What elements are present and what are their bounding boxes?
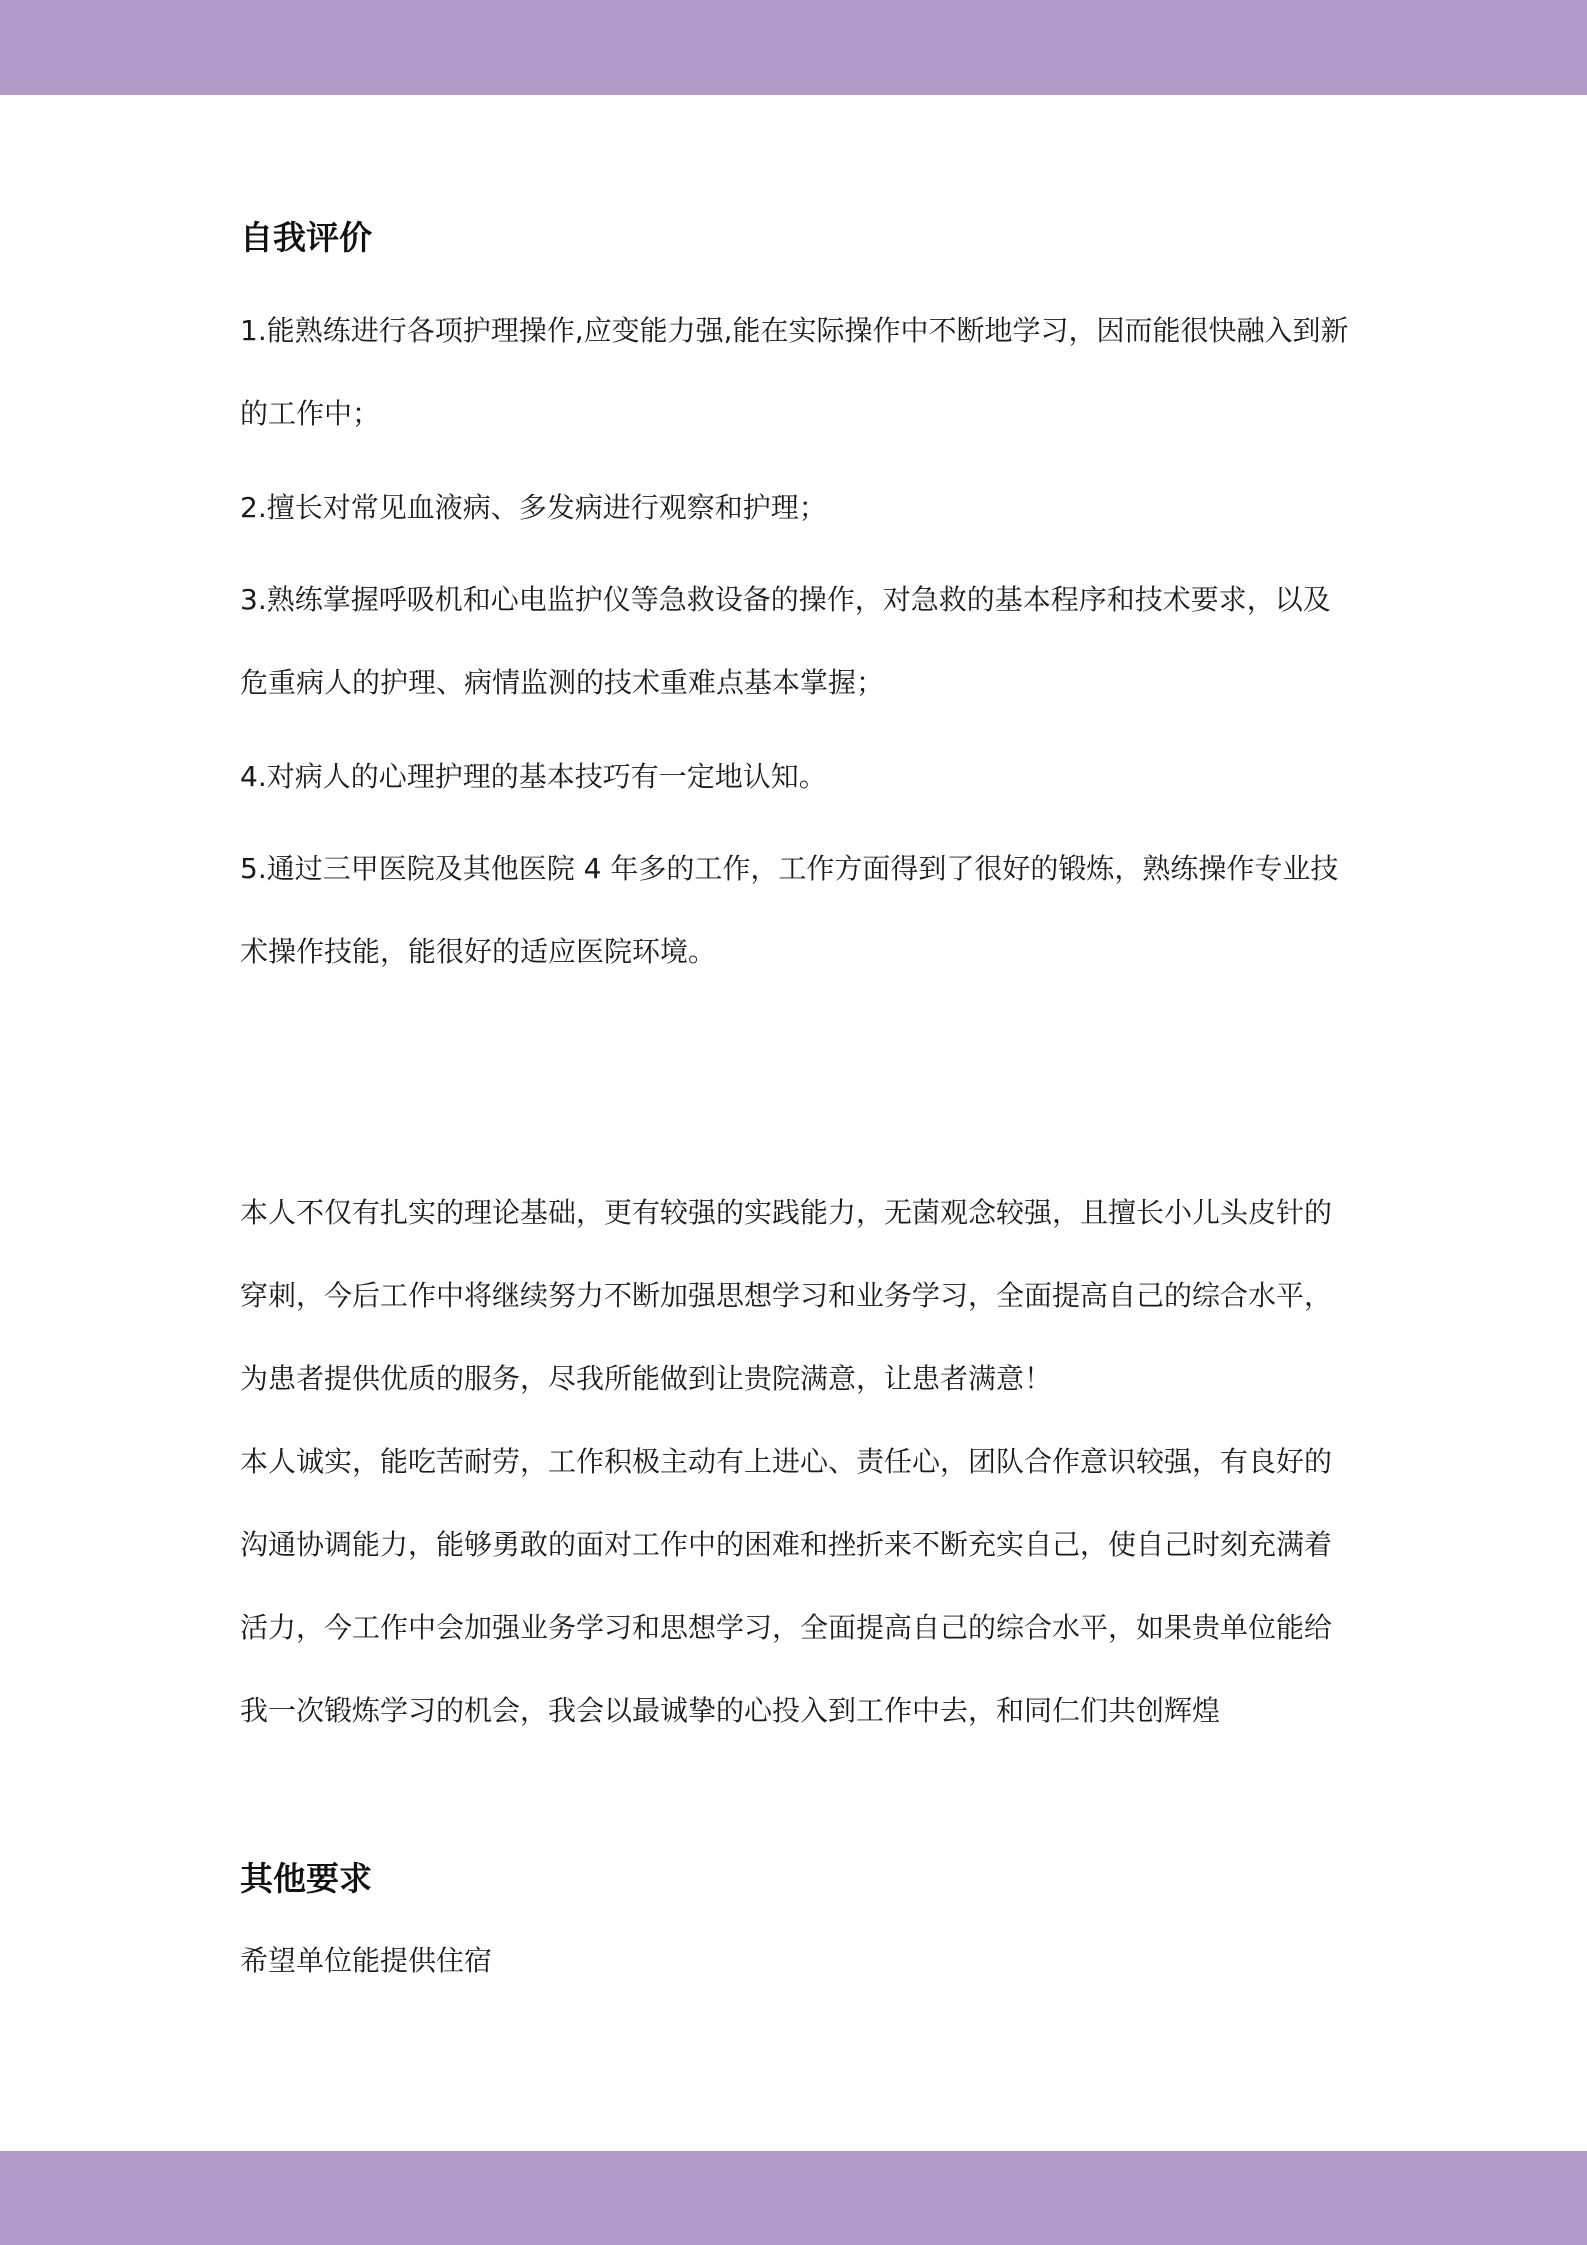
- self-evaluation-item-4: 4.对病人的心理护理的基本技巧有一定地认知。: [240, 760, 827, 793]
- other-requirements-text: 希望单位能提供住宿: [240, 1944, 493, 1977]
- self-evaluation-item-1: 1.能熟练进行各项护理操作,应变能力强,能在实际操作中不断地学习，因而能很快融入到新的工作中；: [240, 314, 1349, 430]
- self-evaluation-item-5: 5.通过三甲医院及其他医院 4 年多的工作，工作方面得到了很好的锻炼，熟练操作专业技术操作技能，能很好的适应医院环境。: [240, 852, 1339, 968]
- summary-paragraph-1: 本人不仅有扎实的理论基础，更有较强的实践能力，无菌观念较强，且擅长小儿头皮针的穿刺，今后工作中将继续努力不断加强思想学习和业务学习，全面提高自己的综合水平，为患者提供优质的服务，尽我所能做到让贵院满意，让患者满意！: [240, 1196, 1333, 1395]
- self-evaluation-heading: 自我评价: [240, 218, 372, 257]
- bottom-decorative-band: [0, 2151, 1587, 2245]
- summary-paragraph-2: 本人诚实，能吃苦耐劳，工作积极主动有上进心、责任心，团队合作意识较强，有良好的沟通协调能力，能够勇敢的面对工作中的困难和挫折来不断充实自己，使自己时刻充满着活力，今工作中会加强业务学习和思想学习，全面提高自己的综合水平，如果贵单位能给我一次锻炼学习的机会，我会以最诚挚的心投入到工作中去，和同仁们共创辉煌: [240, 1445, 1333, 1727]
- self-evaluation-item-3: 3.熟练掌握呼吸机和心电监护仪等急救设备的操作，对急救的基本程序和技术要求，以及危重病人的护理、病情监测的技术重难点基本掌握；: [240, 583, 1331, 699]
- other-requirements-heading: 其他要求: [240, 1859, 372, 1898]
- top-decorative-band: [0, 0, 1587, 95]
- self-evaluation-item-2: 2.擅长对常见血液病、多发病进行观察和护理；: [240, 491, 827, 524]
